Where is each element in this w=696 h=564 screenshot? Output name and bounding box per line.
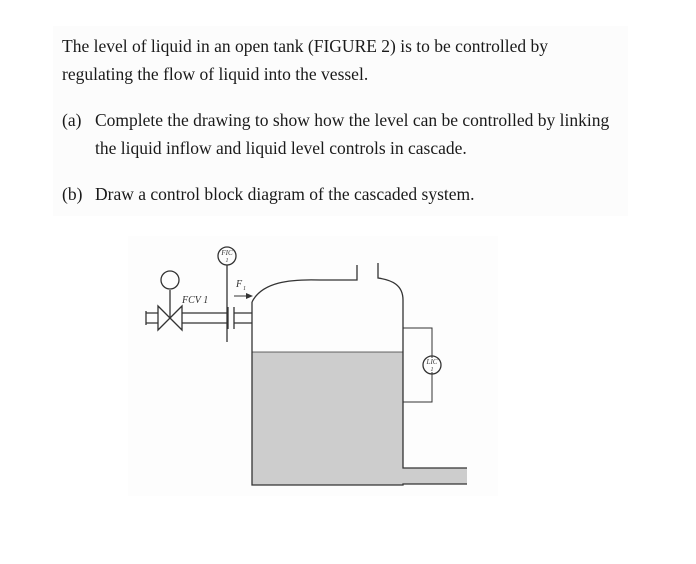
tank-liquid <box>252 352 403 485</box>
part-b-label: (b) <box>62 184 83 204</box>
lic-upper-connection <box>403 328 432 358</box>
part-b-text: Draw a control block diagram of the cascaded system. <box>95 184 475 204</box>
flow-symbol: F <box>236 279 243 290</box>
outlet-liquid <box>403 468 467 484</box>
fcv-label: FCV 1 <box>182 295 209 306</box>
tank-top-left <box>252 265 357 302</box>
fic-label: FIC <box>221 249 233 257</box>
inlet-pipe-to-tank <box>234 313 252 323</box>
orifice-plate <box>228 307 234 329</box>
part-a-text: Complete the drawing to show how the level can be controlled by linking the liquid inflow and liquid level controls in cascade. <box>95 110 610 158</box>
question-intro: The level of liquid in an open tank (FIGURE 2) is to be controlled by regulating the flow of liquid into the vessel. <box>62 36 549 84</box>
fic-number: 1 <box>225 258 229 264</box>
inlet-pipe-start <box>146 311 158 325</box>
lic-label: LIC <box>426 358 438 366</box>
part-a-label: (a) <box>62 110 82 130</box>
valve-actuator <box>161 271 179 289</box>
lic-number: 1 <box>430 367 434 373</box>
flow-subscript: 1 <box>243 286 246 292</box>
flow-arrow-head <box>246 293 253 299</box>
inlet-pipe <box>182 313 228 323</box>
lic-lower-connection <box>403 372 432 402</box>
